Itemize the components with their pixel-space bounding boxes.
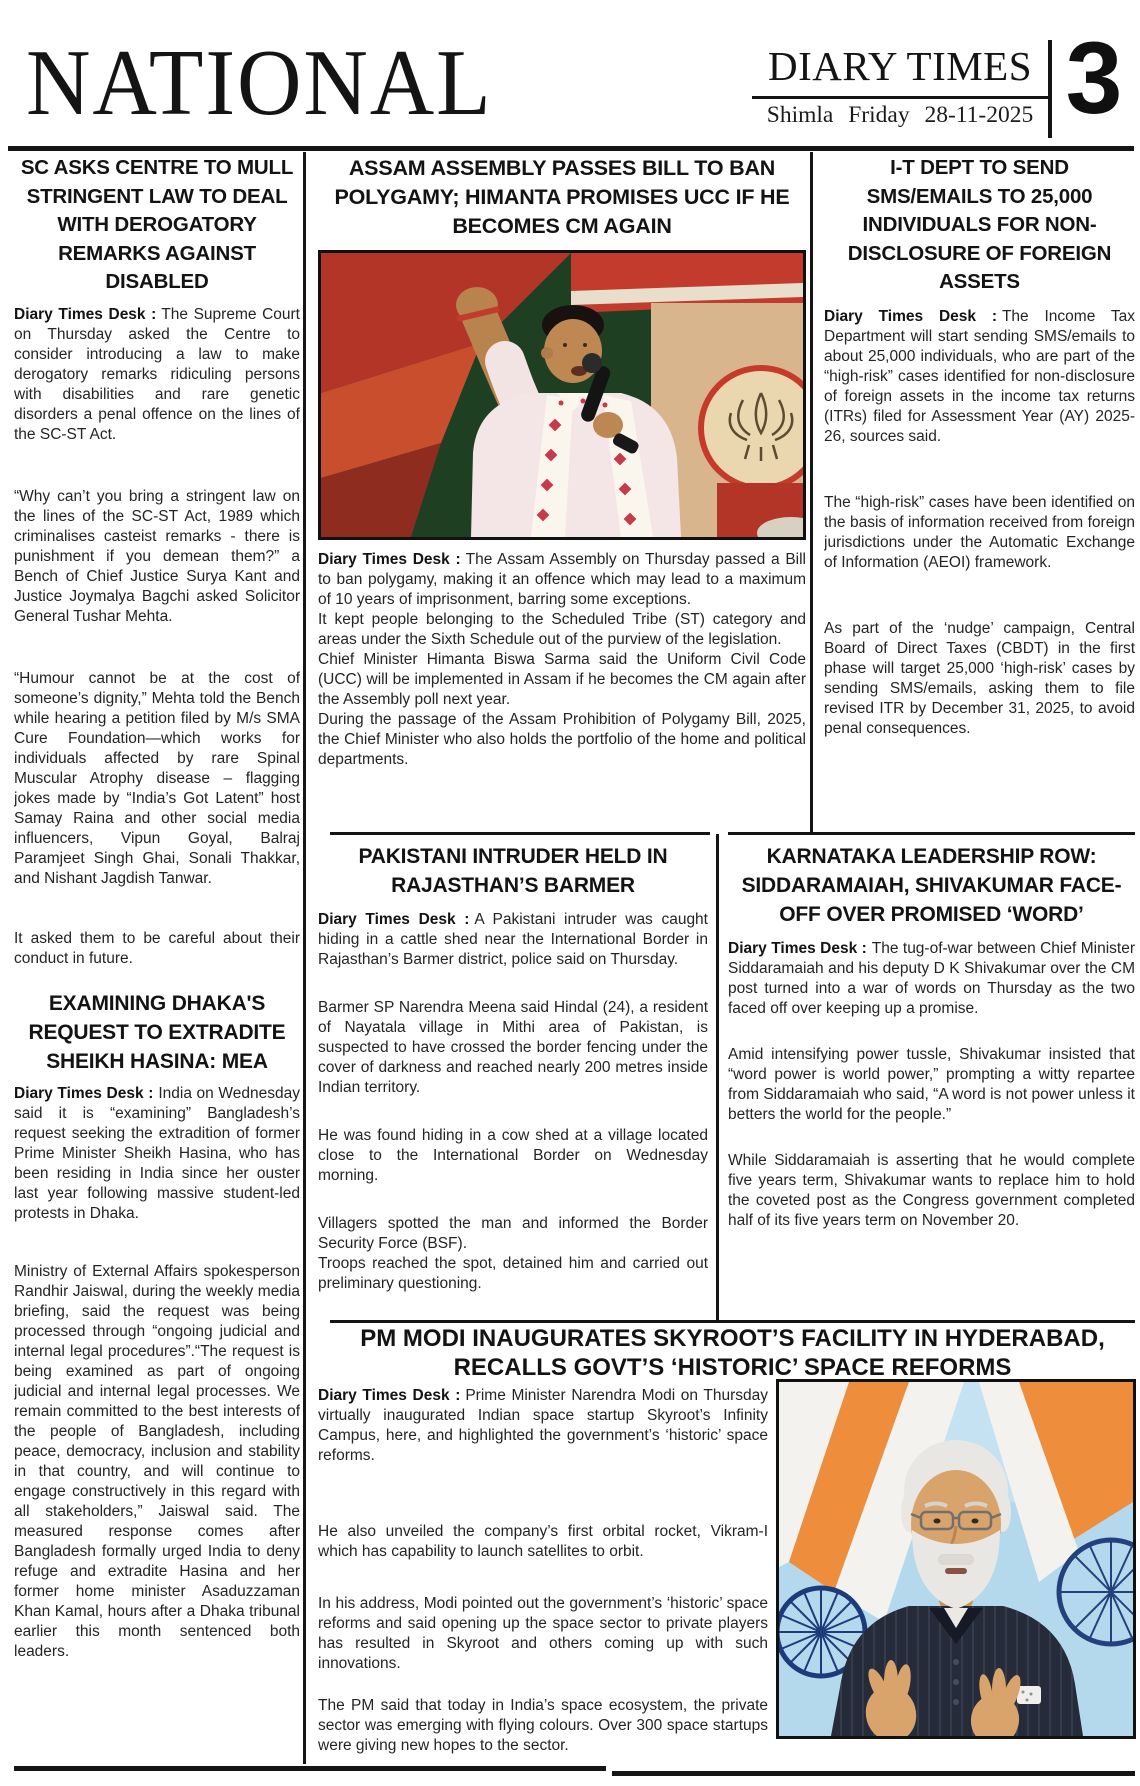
story-paragraph: The PM said that today in India’s space ecosystem, the private sector was emerging with flying colours. Over 300 space startups were giving new hopes to the sector.: [318, 1697, 768, 1754]
story-paragraph: During the passage of the Assam Prohibition of Polygamy Bill, 2025, the Chief Minister who also holds the portfolio of the home and political departments.: [318, 711, 806, 768]
masthead-title: DIARY TIMES: [767, 43, 1033, 89]
byline: Diary Times Desk :: [318, 1387, 461, 1404]
story-paragraph: He also unveiled the company’s first orbital rocket, Vikram-I which has capability to launch satellites to orbit.: [318, 1523, 768, 1560]
story-lead-paragraph: Diary Times Desk : Prime Minister Narendra Modi on Thursday virtually inaugurated Indian space startup Skyroot’s Infinity Campus, here, and highlighted the government’s ‘historic’ space reforms.: [318, 1387, 768, 1464]
story-paragraph: Amid intensifying power tussle, Shivakumar insisted that “word power is world power,” prompting a witty repartee from Siddaramaiah who said, “A word is not power unless it betters the world for the people.”: [728, 1046, 1135, 1123]
section-title: NATIONAL: [26, 31, 493, 135]
story-headline: KARNATAKA LEADERSHIP ROW: SIDDARAMAIAH, SHIVAKUMAR FACE- OFF OVER PROMISED ‘WORD’: [741, 845, 1122, 926]
story-headline-dhaka: EXAMINING DHAKA'S REQUEST TO EXTRADITE SHEIKH HASINA: MEA: [28, 991, 286, 1073]
modi-address-photo-art: [779, 1382, 1133, 1736]
story-lead-paragraph: Diary Times Desk : The Income Tax Department will start sending SMS/emails to about 25,000 individuals, who are part of the “high-risk” cases identified for non-disclosure of foreign assets in the income tax returns (ITRs) filed for Assessment Year (AY) 2025-26, sources said.: [824, 307, 1135, 445]
story-lead-paragraph: Diary Times Desk : India on Wednesday said it is “examining” Bangladesh’s request seeking the extradition of former Prime Minister Sheikh Hasina, who has been residing in India since her ouster last year following massive student-led protests in Dhaka.: [14, 1084, 300, 1222]
story-paragraph: Barmer SP Narendra Meena said Hindal (24), a resident of Nayatala village in Mithi area of Pakistan, is suspected to have crossed the border fencing under the cover of darkness and reached nearly 200 metres inside Indian territory.: [318, 999, 708, 1096]
section-rule-barmer: [330, 832, 710, 835]
header-rule: [8, 146, 1134, 151]
story-lead-paragraph: Diary Times Desk : The Assam Assembly on Thursday passed a Bill to ban polygamy, making it an offence which may lead to a maximum of 10 years of imprisonment, barring some exceptions.: [318, 551, 806, 608]
story-headline: PAKISTANI INTRUDER HELD IN RAJASTHAN’S BARMER: [358, 845, 668, 897]
story-headline: I-T DEPT TO SEND SMS/EMAILS TO 25,000 INDIVIDUALS FOR NON- DISCLOSURE OF FOREIGN ASSETS: [847, 156, 1112, 293]
byline: Diary Times Desk :: [728, 940, 867, 957]
byline: Diary Times Desk :: [14, 1084, 154, 1102]
byline: Diary Times Desk :: [14, 305, 157, 323]
story-paragraph: The “high-risk” cases have been identified on the basis of information received from foreign jurisdictions under the Automatic Exchange of Information (AEOI) framework.: [824, 493, 1135, 571]
story-sc-derogatory-remarks: [14, 154, 300, 1758]
section-rule-modi: [330, 1320, 1135, 1323]
story-modi-skyroot: [318, 1386, 768, 1768]
story-lead-paragraph: Diary Times Desk : A Pakistani intruder was caught hiding in a cattle shed near the International Border in Rajasthan’s Barmer district, police said on Thursday.: [318, 911, 708, 968]
story-paragraph: Troops reached the spot, detained him and carried out preliminary questioning.: [318, 1255, 708, 1292]
page-number: 3: [1065, 21, 1123, 135]
himanta-rally-photo-art: [321, 253, 803, 537]
story-lead-paragraph: Diary Times Desk : The Supreme Court on Thursday asked the Centre to consider introducing a law to make derogatory remarks ridiculing persons with disabilities and rare genetic disorders a penal offence on the lines of the SC-ST Act.: [14, 305, 300, 443]
story-headline: SC ASKS CENTRE TO MULL STRINGENT LAW TO DEAL WITH DEROGATORY REMARKS AGAINST DISABLED: [20, 156, 294, 293]
story-headline-modi: PM MODI INAUGURATES SKYROOT’S FACILITY IN HYDERABAD, RECALLS GOVT’S ‘HISTORIC’ SPACE REFORMS: [360, 1325, 1105, 1381]
masthead-rule: [752, 96, 1048, 99]
story-it-notices: [824, 154, 1135, 832]
modi-address-photo: [776, 1379, 1136, 1739]
story-paragraph: It kept people belonging to the Scheduled Tribe (ST) category and areas under the Sixth Schedule out of the purview of the legislation.: [318, 611, 806, 648]
story-paragraph: Chief Minister Himanta Biswa Sarma said the Uniform Civil Code (UCC) will be implemented in Assam if he becomes the CM again after the Assembly poll next year.: [318, 651, 806, 708]
story-paragraph: As part of the ‘nudge’ campaign, Central Board of Direct Taxes (CBDT) in the first phase will target 25,000 ‘high-risk’ cases by sending SMS/emails, asking them to file revised ITR by December 31, 2025, to avoid penal consequences.: [824, 619, 1135, 737]
story-paragraph: “Why can’t you bring a stringent law on the lines of the SC-ST Act, 1989 which criminalises casteist remarks - there is punishment if you demean them?” a Bench of Chief Justice Surya Kant and Justice Joymalya Bagchi asked Solicitor General Tushar Mehta.: [14, 487, 300, 625]
story-paragraph: While Siddaramaiah is asserting that he would complete five years term, Shivakumar wants to replace him to hold the coveted post as the Congress government completed half of its five years term on November 20.: [728, 1152, 1135, 1229]
story-paragraph: It asked them to be careful about their conduct in future.: [14, 929, 300, 967]
story-paragraph: Villagers spotted the man and informed the Border Security Force (BSF).: [318, 1215, 708, 1252]
column-divider-right-bottom: [716, 834, 719, 1320]
himanta-rally-photo: [318, 250, 806, 540]
story-barmer-intruder: [318, 842, 708, 1318]
story-paragraph: “Humour cannot be at the cost of someone’s dignity,” Mehta told the Bench while hearing a petition filed by M/s SMA Cure Foundation—which works for individuals affected by rare Spinal Muscular Atrophy disease – flagging jokes made by “India’s Got Latent” host Samay Raina and other social media influencers, Vipun Goyal, Balraj Paramjeet Singh Ghai, Sonali Thakkar, and Nishant Jagdish Tanwar.: [14, 669, 300, 887]
byline: Diary Times Desk :: [318, 551, 461, 568]
story-paragraph: In his address, Modi pointed out the government’s ‘historic’ space reforms and said opening up the space sector to private players has resulted in Skyroot and others coming up with such innovations.: [318, 1595, 768, 1672]
story-paragraph: Ministry of External Affairs spokesperson Randhir Jaiswal, during the weekly media briefing, said the request was being processed through “ongoing judicial and internal legal procedures”.“The request is being examined as part of ongoing judicial and internal legal processes. We remain committed to the best interests of the people of Bangladesh, including peace, democracy, inclusion and stability in that country, and will continue to engage constructively in this regard with all stakeholders,” Jaiswal said. The measured response comes after Bangladesh formally urged India to deny refuge and extradite Hasina and her former home minister Asaduzzaman Khan Kamal, hours after a Dhaka tribunal earlier this month sentenced both leaders.: [14, 1262, 300, 1660]
story-paragraph: He was found hiding in a cow shed at a village located close to the International Border on Wednesday morning.: [318, 1127, 708, 1184]
section-rule-karnataka: [728, 832, 1135, 835]
byline: Diary Times Desk :: [824, 307, 997, 325]
story-lead-paragraph: Diary Times Desk : The tug-of-war between Chief Minister Siddaramaiah and his deputy D K Shivakumar over the CM post turned into a war of words on Thursday as the two faced off over keeping up a promise.: [728, 940, 1135, 1017]
story-headline: ASSAM ASSEMBLY PASSES BILL TO BAN POLYGAMY; HIMANTA PROMISES UCC IF HE BECOMES CM AGAIN: [334, 156, 790, 238]
column-divider-right-top: [810, 152, 813, 834]
dateline: Shimla Friday 28-11-2025: [766, 102, 1034, 128]
story-karnataka-row: [728, 842, 1135, 1318]
column-divider-left: [303, 152, 306, 1764]
story-assam-polygamy: [318, 154, 806, 832]
bottom-rule-right: [612, 1771, 1135, 1776]
byline: Diary Times Desk :: [318, 911, 470, 928]
